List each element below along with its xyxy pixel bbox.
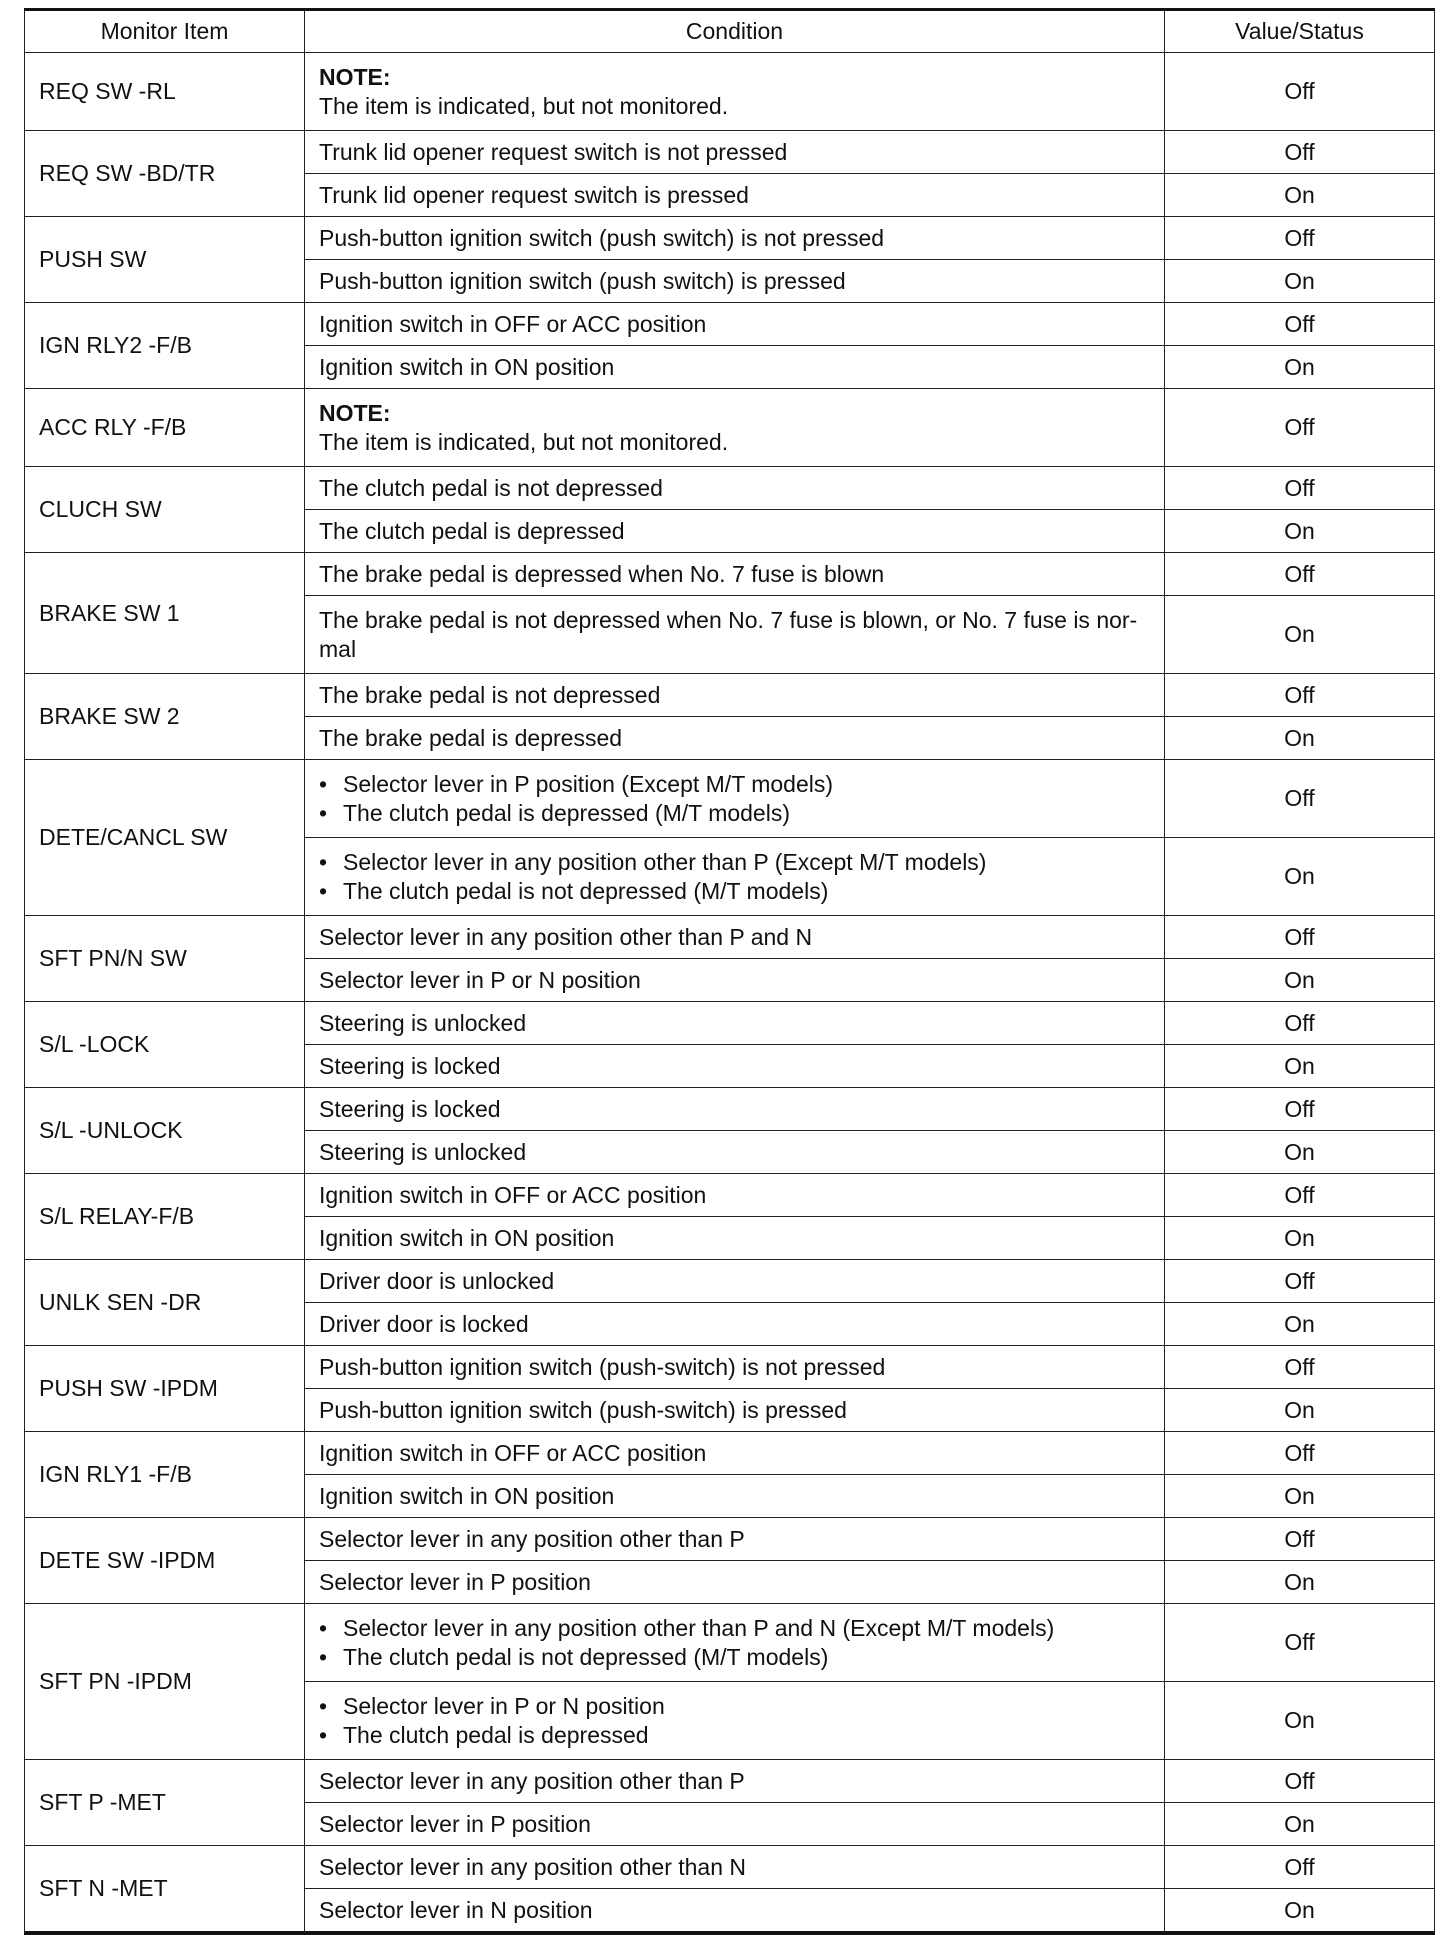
table-row [25, 1604, 1435, 1682]
note-label: NOTE: [319, 399, 391, 426]
condition-cell [305, 1346, 1165, 1389]
table-row [25, 1518, 1435, 1561]
monitor-item-cell: PUSH SW [25, 217, 305, 303]
monitor-item-cell: CLUCH SW [25, 467, 305, 553]
monitor-item-cell: UNLK SEN -DR [25, 1260, 305, 1346]
condition-text: Trunk lid opener request switch is pressed [319, 181, 749, 208]
condition-text: The brake pedal is depressed [319, 724, 623, 751]
value-status-cell: Off [1165, 760, 1435, 838]
header-condition: Condition [305, 10, 1165, 53]
value-status-cell: Off [1165, 1174, 1435, 1217]
value-status-cell: On [1165, 174, 1435, 217]
monitor-item-cell: S/L -UNLOCK [25, 1088, 305, 1174]
condition-cell [305, 1131, 1165, 1174]
value-status-cell: Off [1165, 131, 1435, 174]
condition-bullet: • The clutch pedal is depressed (M/T models) [319, 799, 1150, 828]
condition-text: Selector lever in any position other than P [319, 1525, 745, 1552]
value-status-cell: On [1165, 838, 1435, 916]
condition-cell [305, 1518, 1165, 1561]
condition-cell [305, 1846, 1165, 1889]
monitor-item-cell: SFT PN/N SW [25, 916, 305, 1002]
condition-text: The item is indicated, but not monitored. [319, 428, 729, 455]
table-row [25, 1088, 1435, 1131]
condition-cell [305, 1260, 1165, 1303]
value-status-cell: Off [1165, 389, 1435, 467]
value-status-cell: Off [1165, 916, 1435, 959]
value-status-cell: On [1165, 1045, 1435, 1088]
condition-cell [305, 1475, 1165, 1518]
condition-bullet: • The clutch pedal is not depressed (M/T models) [319, 1643, 1150, 1672]
condition-text: Selector lever in any position other than P [319, 1767, 745, 1794]
table-row [25, 1346, 1435, 1389]
monitor-item-cell: DETE/CANCL SW [25, 760, 305, 916]
condition-bullet: • The clutch pedal is depressed [319, 1721, 1150, 1750]
monitor-item-cell: IGN RLY2 -F/B [25, 303, 305, 389]
monitor-item-cell: S/L -LOCK [25, 1002, 305, 1088]
condition-cell [305, 1561, 1165, 1604]
value-status-cell: On [1165, 1303, 1435, 1346]
value-status-cell: Off [1165, 674, 1435, 717]
value-status-cell: On [1165, 1561, 1435, 1604]
condition-text: Steering is unlocked [319, 1009, 527, 1036]
condition-cell [305, 1803, 1165, 1846]
condition-text: Ignition switch in ON position [319, 1482, 615, 1509]
condition-cell [305, 1389, 1165, 1432]
monitor-item-cell: IGN RLY1 -F/B [25, 1432, 305, 1518]
value-status-cell: On [1165, 1131, 1435, 1174]
monitor-item-cell: REQ SW -RL [25, 53, 305, 131]
value-status-cell: Off [1165, 1846, 1435, 1889]
value-status-cell: On [1165, 1889, 1435, 1934]
condition-text: The clutch pedal is not depressed [319, 474, 663, 501]
condition-text: Selector lever in N position [319, 1896, 593, 1923]
condition-text: Steering is locked [319, 1095, 501, 1122]
condition-cell [305, 131, 1165, 174]
condition-text: Driver door is unlocked [319, 1267, 555, 1294]
condition-bullet: • Selector lever in P position (Except M/T models) [319, 770, 1150, 799]
condition-text: The brake pedal is not depressed [319, 681, 661, 708]
value-status-cell: Off [1165, 467, 1435, 510]
table-body [25, 53, 1435, 1934]
condition-text: The brake pedal is depressed when No. 7 fuse is blown [319, 560, 885, 587]
monitor-item-cell: PUSH SW -IPDM [25, 1346, 305, 1432]
condition-text: Selector lever in any position other than P and N [319, 923, 813, 950]
condition-bullet: • Selector lever in P or N position [319, 1692, 1150, 1721]
condition-cell [305, 346, 1165, 389]
condition-cell [305, 717, 1165, 760]
condition-text: Selector lever in P or N position [319, 966, 641, 993]
condition-cell [305, 53, 1165, 131]
condition-cell [305, 1889, 1165, 1934]
condition-text: Ignition switch in OFF or ACC position [319, 1439, 707, 1466]
condition-text: The clutch pedal is depressed [319, 517, 625, 544]
condition-cell [305, 389, 1165, 467]
condition-text: Driver door is locked [319, 1310, 529, 1337]
monitor-item-cell: BRAKE SW 1 [25, 553, 305, 674]
value-status-cell: On [1165, 260, 1435, 303]
value-status-cell: On [1165, 510, 1435, 553]
condition-cell [305, 217, 1165, 260]
value-status-cell: On [1165, 717, 1435, 760]
monitor-item-cell: REQ SW -BD/TR [25, 131, 305, 217]
condition-cell [305, 1760, 1165, 1803]
condition-text: Trunk lid opener request switch is not pressed [319, 138, 788, 165]
table-row [25, 916, 1435, 959]
table-row [25, 217, 1435, 260]
value-status-cell: On [1165, 596, 1435, 674]
condition-cell [305, 596, 1165, 674]
monitor-item-cell: SFT P -MET [25, 1760, 305, 1846]
condition-cell [305, 1174, 1165, 1217]
value-status-cell: On [1165, 346, 1435, 389]
condition-text: Ignition switch in OFF or ACC position [319, 1181, 707, 1208]
value-status-cell: Off [1165, 1604, 1435, 1682]
value-status-cell: On [1165, 1803, 1435, 1846]
condition-cell [305, 260, 1165, 303]
value-status-cell: Off [1165, 553, 1435, 596]
table-header-row [25, 10, 1435, 53]
condition-text: Selector lever in any position other than N [319, 1853, 747, 1880]
header-monitor-item: Monitor Item [25, 10, 305, 53]
note-label: NOTE: [319, 63, 391, 90]
condition-cell [305, 1088, 1165, 1131]
monitor-item-cell: ACC RLY -F/B [25, 389, 305, 467]
table-row [25, 674, 1435, 717]
monitor-item-cell: S/L RELAY-F/B [25, 1174, 305, 1260]
monitor-item-cell: BRAKE SW 2 [25, 674, 305, 760]
condition-cell [305, 1303, 1165, 1346]
condition-cell [305, 674, 1165, 717]
condition-cell [305, 838, 1165, 916]
value-status-cell: Off [1165, 1260, 1435, 1303]
value-status-cell: Off [1165, 1518, 1435, 1561]
condition-cell [305, 1604, 1165, 1682]
condition-text: The item is indicated, but not monitored. [319, 92, 729, 119]
condition-cell [305, 467, 1165, 510]
condition-text: Ignition switch in OFF or ACC position [319, 310, 707, 337]
condition-cell [305, 1002, 1165, 1045]
condition-cell [305, 1432, 1165, 1475]
value-status-cell: On [1165, 1389, 1435, 1432]
value-status-cell: Off [1165, 217, 1435, 260]
condition-cell [305, 1217, 1165, 1260]
value-status-cell: On [1165, 1217, 1435, 1260]
condition-text: Selector lever in P position [319, 1810, 591, 1837]
monitor-item-cell: SFT N -MET [25, 1846, 305, 1934]
condition-bullet: • Selector lever in any position other than P and N (Except M/T models) [319, 1614, 1150, 1643]
condition-bullet: • Selector lever in any position other than P (Except M/T models) [319, 848, 1150, 877]
condition-text: The brake pedal is not depressed when No. 7 fuse is blown, or No. 7 fuse is nor-mal [319, 606, 1138, 662]
value-status-cell: Off [1165, 1088, 1435, 1131]
condition-text: Push-button ignition switch (push switch) is not pressed [319, 224, 885, 251]
condition-text: Steering is unlocked [319, 1138, 527, 1165]
value-status-cell: On [1165, 1682, 1435, 1760]
value-status-cell: Off [1165, 53, 1435, 131]
table-row [25, 131, 1435, 174]
monitor-item-cell: DETE SW -IPDM [25, 1518, 305, 1604]
condition-cell [305, 174, 1165, 217]
condition-text: Selector lever in P position [319, 1568, 591, 1595]
value-status-cell: Off [1165, 303, 1435, 346]
condition-cell [305, 303, 1165, 346]
table-row [25, 1432, 1435, 1475]
value-status-cell: On [1165, 959, 1435, 1002]
condition-bullet: • The clutch pedal is not depressed (M/T models) [319, 877, 1150, 906]
condition-text: Ignition switch in ON position [319, 353, 615, 380]
condition-text: Push-button ignition switch (push-switch) is not pressed [319, 1353, 886, 1380]
table-row [25, 1846, 1435, 1889]
condition-cell [305, 916, 1165, 959]
condition-text: Push-button ignition switch (push-switch) is pressed [319, 1396, 847, 1423]
table-row [25, 1760, 1435, 1803]
monitor-item-cell: SFT PN -IPDM [25, 1604, 305, 1760]
monitor-table [24, 8, 1435, 1935]
condition-cell [305, 959, 1165, 1002]
condition-text: Steering is locked [319, 1052, 501, 1079]
condition-cell [305, 1682, 1165, 1760]
table-row [25, 303, 1435, 346]
value-status-cell: Off [1165, 1432, 1435, 1475]
value-status-cell: On [1165, 1475, 1435, 1518]
condition-text: Ignition switch in ON position [319, 1224, 615, 1251]
value-status-cell: Off [1165, 1760, 1435, 1803]
condition-text: Push-button ignition switch (push switch) is pressed [319, 267, 846, 294]
table-row [25, 389, 1435, 467]
monitor-table-container [24, 8, 1434, 1935]
table-row [25, 1174, 1435, 1217]
table-row [25, 1002, 1435, 1045]
header-value-status: Value/Status [1165, 10, 1435, 53]
condition-cell [305, 760, 1165, 838]
condition-cell [305, 1045, 1165, 1088]
value-status-cell: Off [1165, 1002, 1435, 1045]
table-row [25, 53, 1435, 131]
value-status-cell: Off [1165, 1346, 1435, 1389]
condition-cell [305, 510, 1165, 553]
table-row [25, 1260, 1435, 1303]
table-row [25, 467, 1435, 510]
table-row [25, 553, 1435, 596]
condition-cell [305, 553, 1165, 596]
table-row [25, 760, 1435, 838]
